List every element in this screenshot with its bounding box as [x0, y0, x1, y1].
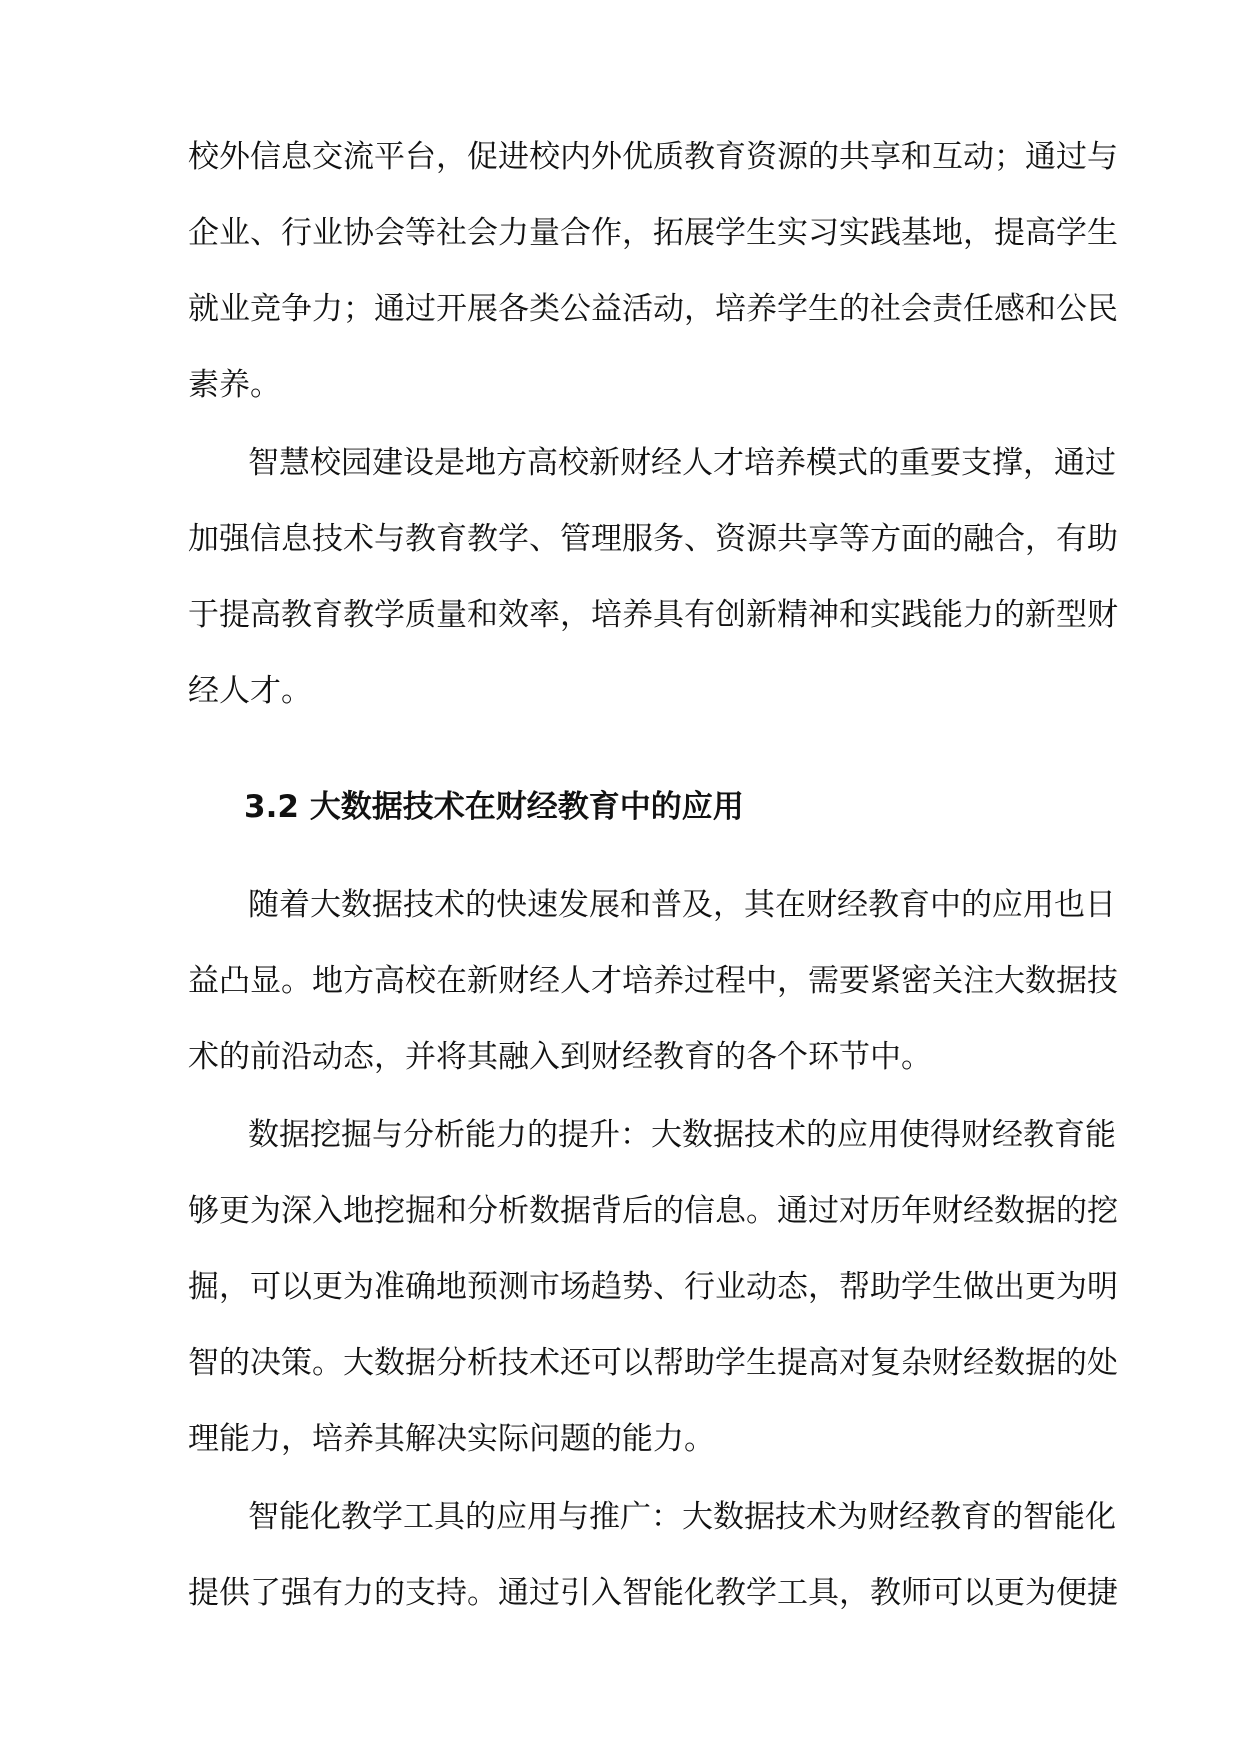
paragraph-1	[188, 122, 1118, 426]
paragraph-5	[188, 1482, 1118, 1634]
paragraph-line: 数据挖掘与分析能力的提升：大数据技术的应用使得财经教育能	[248, 1117, 1116, 1153]
paragraph-line: 素养。	[188, 367, 281, 403]
paragraph-line: 企业、行业协会等社会力量合作，拓展学生实习实践基地，提高学生	[188, 215, 1118, 251]
paragraph-4	[188, 1100, 1118, 1480]
paragraph-line: 智能化教学工具的应用与推广：大数据技术为财经教育的智能化	[248, 1499, 1116, 1535]
paragraph-line: 于提高教育教学质量和效率，培养具有创新精神和实践能力的新型财	[188, 597, 1118, 633]
paragraph-line: 理能力，培养其解决实际问题的能力。	[188, 1421, 715, 1457]
paragraph-line: 智慧校园建设是地方高校新财经人才培养模式的重要支撑，通过	[248, 445, 1116, 481]
paragraph-2	[188, 428, 1118, 732]
paragraph-line: 够更为深入地挖掘和分析数据背后的信息。通过对历年财经数据的挖	[188, 1193, 1118, 1229]
paragraph-line: 益凸显。地方高校在新财经人才培养过程中，需要紧密关注大数据技	[188, 963, 1118, 999]
paragraph-line: 提供了强有力的支持。通过引入智能化教学工具，教师可以更为便捷	[188, 1575, 1118, 1611]
paragraph-line: 加强信息技术与教育教学、管理服务、资源共享等方面的融合，有助	[188, 521, 1118, 557]
paragraph-line: 就业竞争力；通过开展各类公益活动，培养学生的社会责任感和公民	[188, 291, 1118, 327]
paragraph-3	[188, 870, 1118, 1098]
paragraph-line: 校外信息交流平台，促进校内外优质教育资源的共享和互动；通过与	[188, 139, 1118, 175]
paragraph-line: 术的前沿动态，并将其融入到财经教育的各个环节中。	[188, 1039, 932, 1075]
paragraph-line: 随着大数据技术的快速发展和普及，其在财经教育中的应用也日	[248, 887, 1116, 923]
paragraph-line: 经人才。	[188, 673, 312, 709]
section-heading: 3.2 大数据技术在财经教育中的应用	[244, 789, 744, 825]
paragraph-line: 掘，可以更为准确地预测市场趋势、行业动态，帮助学生做出更为明	[188, 1269, 1118, 1305]
paragraph-line: 智的决策。大数据分析技术还可以帮助学生提高对复杂财经数据的处	[188, 1345, 1118, 1381]
